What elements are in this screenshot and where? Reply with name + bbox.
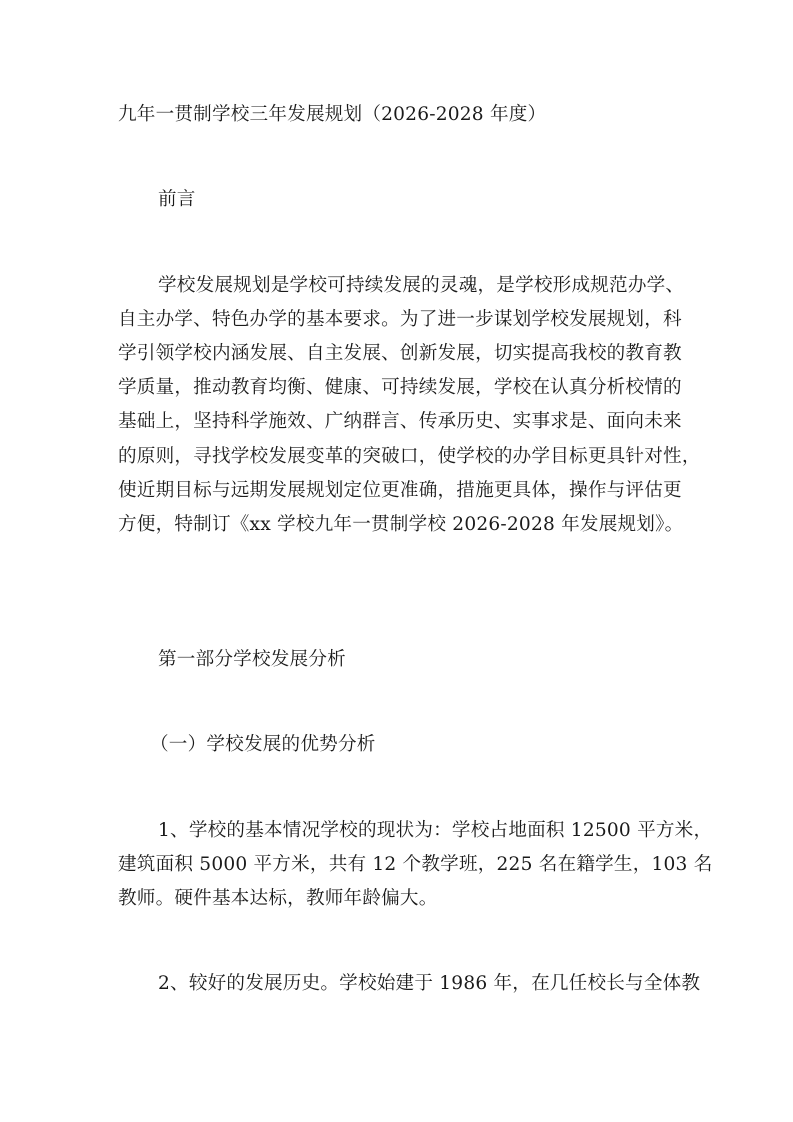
paragraph-line: 基础上，坚持科学施效、广纳群言、传承历史、实事求是、面向未来: [118, 411, 682, 432]
paragraph-line: 学校发展规划是学校可持续发展的灵魂，是学校形成规范办学、: [158, 275, 685, 296]
paragraph-line: 的原则，寻找学校发展变革的突破口，使学校的办学目标更具针对性，: [118, 446, 701, 467]
paragraph-line: 方便，特制订《xx 学校九年一贯制学校 2026-2028 年发展规划》。: [118, 514, 684, 535]
paragraph-line: 建筑面积 5000 平方米，共有 12 个教学班，225 名在籍学生，103 名: [118, 854, 713, 875]
part1-heading: 第一部分学校发展分析: [158, 649, 346, 670]
paragraph-line: 自主办学、特色办学的基本要求。为了进一步谋划学校发展规划，科: [118, 309, 682, 330]
paragraph-line: 教师。硬件基本达标，教师年龄偏大。: [118, 888, 438, 909]
paragraph-line: 2、较好的发展历史。学校始建于 1986 年，在几任校长与全体教: [158, 973, 701, 994]
paragraph-line: 学引领学校内涵发展、自主发展、创新发展，切实提高我校的教育教: [118, 343, 682, 364]
preface-heading: 前言: [158, 189, 196, 210]
document-title: 九年一贯制学校三年发展规划（2026-2028 年度）: [118, 104, 547, 125]
paragraph-line: 学质量，推动教育均衡、健康、可持续发展，学校在认真分析校情的: [118, 377, 682, 398]
paragraph-line: 使近期目标与远期发展规划定位更准确，措施更具体，操作与评估更: [118, 480, 682, 501]
paragraph-line: 1、学校的基本情况学校的现状为：学校占地面积 12500 平方米，: [158, 820, 713, 841]
section1-heading: （一）学校发展的优势分析: [150, 734, 376, 755]
